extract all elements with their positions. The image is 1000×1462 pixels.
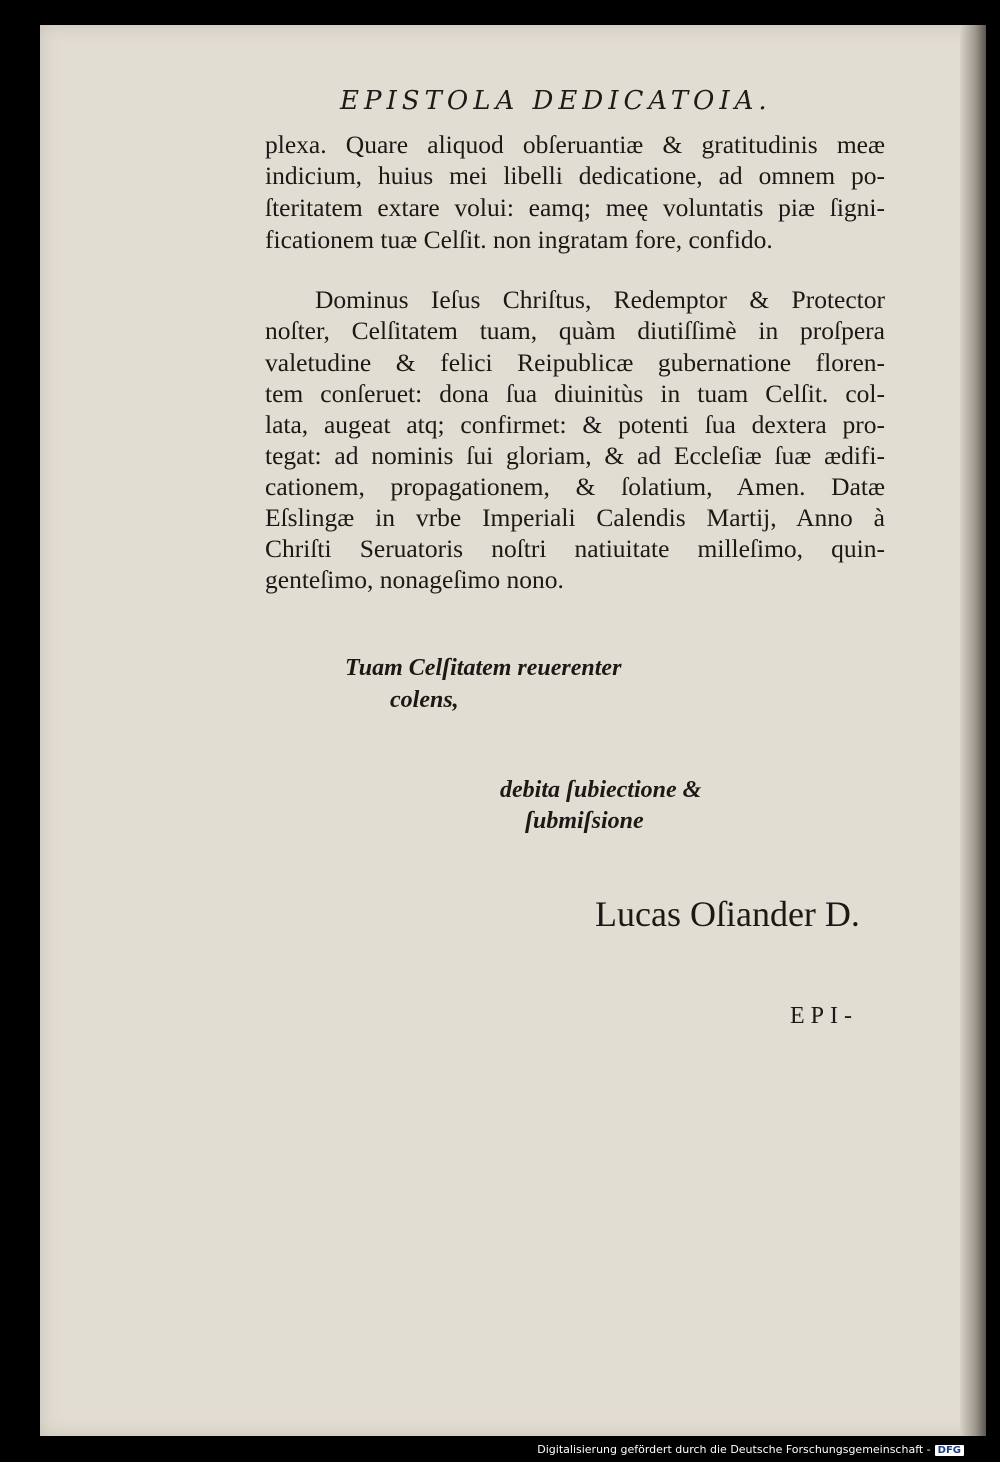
dfg-logo: DFG <box>935 1445 964 1456</box>
closing-line: Tuam Celſitatem reuerenter <box>345 655 622 681</box>
footer-credit <box>537 1443 964 1456</box>
text-line: tegat: ad nominis ſui gloriam, & ad Eccleſiæ ſuæ ædifi- <box>265 441 885 470</box>
text-line: indicium, huius mei libelli dedicatione, ad omnem po- <box>265 161 885 190</box>
footer-text: Digitalisierung gefördert durch die Deutsche Forschungsgemeinschaft - <box>537 1443 931 1456</box>
text-line: tem conſeruet: dona ſua diuinitùs in tuam Celſit. col- <box>265 379 885 408</box>
closing-line: debita ſubiectione & <box>500 777 702 803</box>
text-line: ſteritatem extare volui: eamq; meę voluntatis piæ ſigni- <box>265 193 885 222</box>
text-line: lata, augeat atq; confirmet: & potenti ſua dextera pro- <box>265 410 885 439</box>
text-line: Dominus Ieſus Chriſtus, Redemptor & Protector <box>315 285 885 314</box>
text-line: Chriſti Seruatoris noſtri natiuitate milleſimo, quin- <box>265 534 885 563</box>
catchword: EPI- <box>790 1003 858 1029</box>
closing-line: colens, <box>390 687 459 713</box>
text-line: Eſslingæ in vrbe Imperiali Calendis Martij, Anno à <box>265 503 885 532</box>
text-line: cationem, propagationem, & ſolatium, Amen. Datæ <box>265 472 885 501</box>
closing-line: ſubmiſsione <box>525 808 644 834</box>
running-head: EPISTOLA DEDICATOIA. <box>340 86 772 116</box>
text-line: plexa. Quare aliquod obſeruantiæ & gratitudinis meæ <box>265 130 885 159</box>
page-spine-edge <box>960 25 986 1436</box>
text-line: genteſimo, nonageſimo nono. <box>265 565 564 594</box>
signature: Lucas Oſiander D. <box>595 894 860 934</box>
text-line: noſter, Celſitatem tuam, quàm diutiſſimè in proſpera <box>265 316 885 345</box>
text-line: valetudine & felici Reipublicæ gubernatione floren- <box>265 348 885 377</box>
text-line: ficationem tuæ Celſit. non ingratam fore, confido. <box>265 225 773 254</box>
